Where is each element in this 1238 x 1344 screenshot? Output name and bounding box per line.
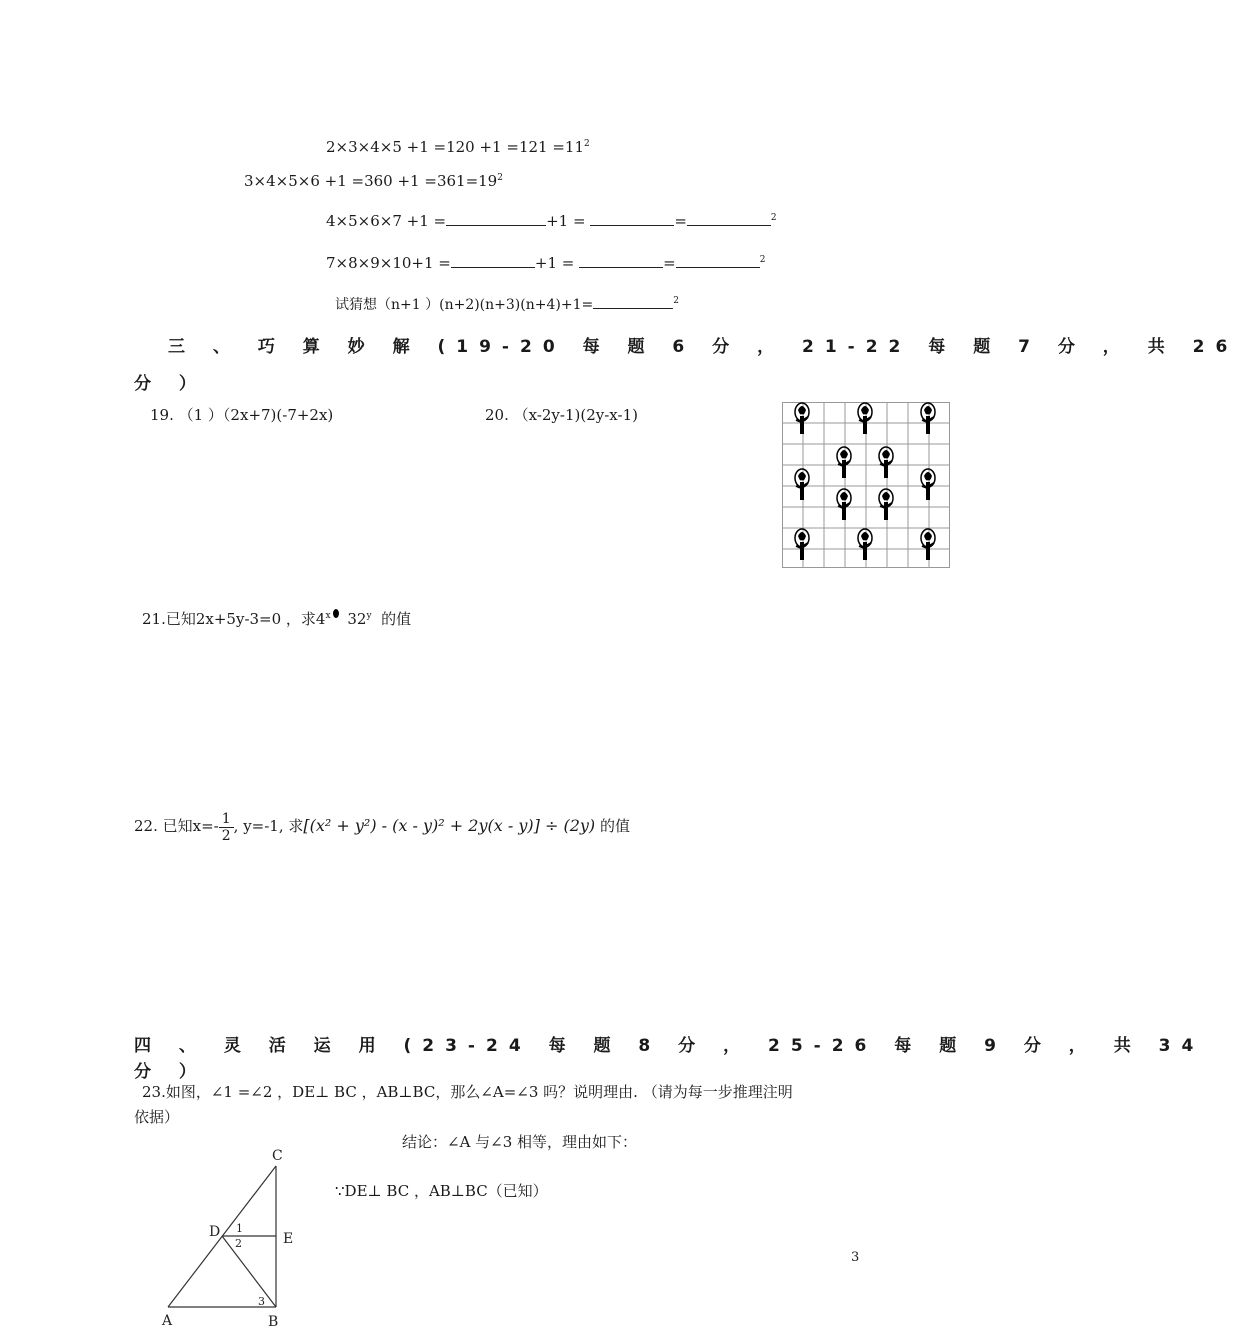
label-angle-3: 3 — [258, 1295, 265, 1308]
label-angle-2: 2 — [235, 1237, 242, 1250]
triangle-figure — [150, 1140, 320, 1340]
section-3-title: 三 、 巧 算 妙 解 (19-20 每 题 6 分 ， 21-22 每 题 7 分 ， 共 26 — [168, 337, 1238, 357]
label-e: E — [283, 1231, 294, 1247]
pattern-line-2: $3\times 4\times 5\times 6 +1 =360 +1 =361=19^2$ — [244, 172, 503, 190]
blank-field[interactable] — [446, 211, 546, 226]
question-22: 22. 已知x=- $\frac{1}{2}$ , y=-1, 求[(x² + y²) - (x - y)² + 2y(x - y)] ÷ (2y) 的值 — [134, 810, 630, 844]
blank-field[interactable] — [687, 211, 771, 226]
blank-field[interactable] — [590, 211, 674, 226]
question-23-text-cont: 依据） — [134, 1108, 180, 1126]
label-angle-1: 1 — [236, 1222, 243, 1235]
pattern-line-3: 4×5×6×7 +1 = +1 = = $^2$ — [326, 212, 777, 230]
blank-field[interactable] — [593, 296, 673, 309]
segment-db — [222, 1236, 276, 1307]
pattern-line-4: 7×8×9×10+1 = +1 = = $^2$ — [326, 254, 766, 272]
label-c: C — [272, 1148, 283, 1164]
label-b: B — [268, 1314, 279, 1330]
section-4-title-cont: 分 ） — [134, 1062, 207, 1082]
question-23-text: 23.如图，∠1 =∠2 ，DE⊥ BC ，AB⊥BC，那么∠A=∠3 吗？说明理由. （请为每一步推理注明 — [142, 1083, 793, 1101]
decorative-grid-image — [782, 402, 950, 568]
question-23-conclusion: 结论：∠A 与∠3 相等，理由如下： — [402, 1133, 638, 1151]
label-d: D — [209, 1224, 221, 1240]
blank-field[interactable] — [451, 253, 535, 268]
label-a: A — [162, 1313, 173, 1329]
pattern-guess: 试猜想（n+1 ）(n+2)(n+3)(n+4)+1= $^2$ — [335, 296, 679, 313]
section-3-title-cont: 分 ） — [134, 374, 207, 394]
blank-field[interactable] — [579, 253, 663, 268]
question-21: 21.已知2x+5y-3=0 ，求4$^x$ 32$^y$ 的值 — [142, 610, 412, 628]
pattern-line-1: $2\times 3\times 4\times 5 +1 =120 +1 =121 =11^2$ — [326, 138, 590, 156]
section-4-title: 四 、 灵 活 运 用 (23-24 每 题 8 分 ， 25-26 每 题 9 分 ， 共 34 — [134, 1036, 1205, 1056]
fraction-one-half: $\frac{1}{2}$ — [219, 811, 234, 844]
page-number: 3 — [851, 1250, 860, 1265]
question-23-step-1: ∵DE⊥ BC ，AB⊥BC（已知） — [335, 1182, 548, 1200]
expression: [(x² + y²) - (x - y)² + 2y(x - y)] ÷ (2y) — [303, 816, 596, 835]
question-19: 19. （1 ）（2x+7)(-7+2x) — [150, 406, 334, 424]
question-20: 20. （x-2y-1)(2y-x-1) — [485, 406, 638, 424]
blank-field[interactable] — [676, 253, 760, 268]
